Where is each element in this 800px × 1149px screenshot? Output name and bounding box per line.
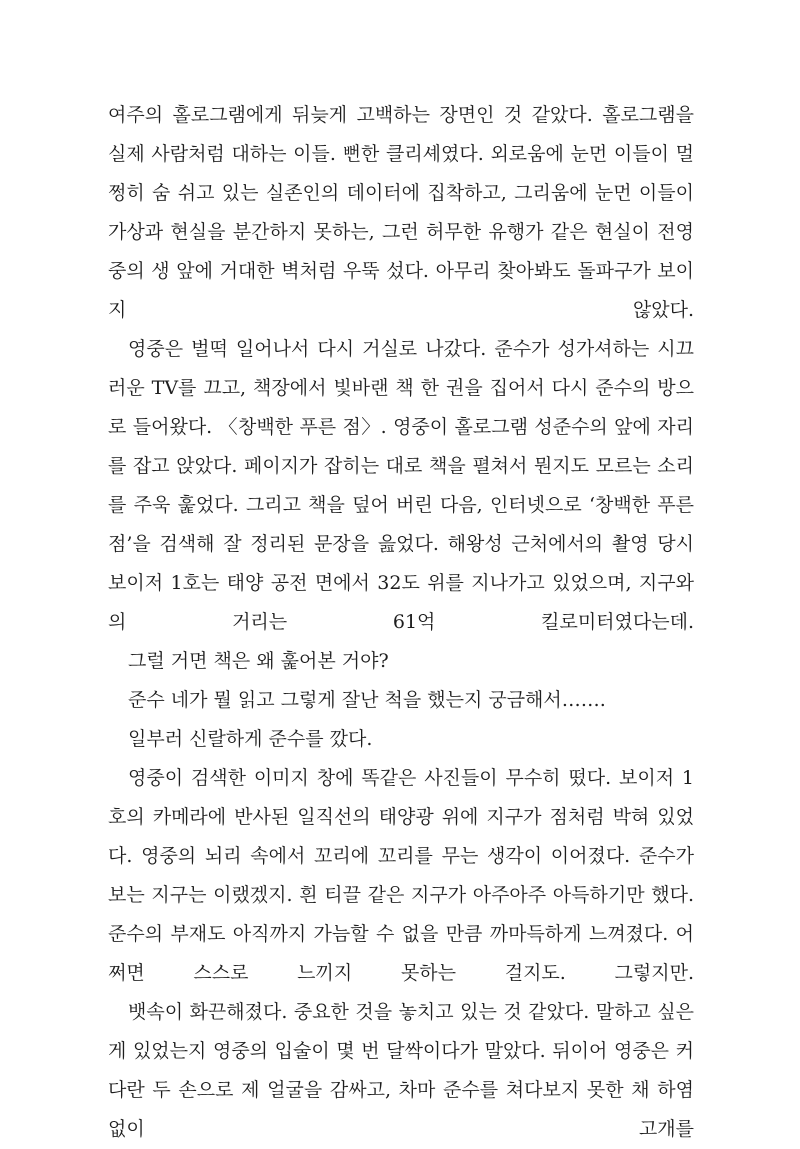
paragraph-4: 준수 네가 뭘 읽고 그렇게 잘난 척을 했는지 궁금해서……. [128, 689, 606, 711]
document-body [108, 96, 694, 1149]
paragraph-3: 그럴 거면 책은 왜 훑어본 거야? [128, 650, 389, 672]
paragraph-7: 뱃속이 화끈해졌다. 중요한 것을 놓치고 있는 것 같았다. 말하고 싶은 게 있었는지 영중의 입술이 몇 번 달싹이다가 말았다. 뒤이어 영중은 커다란 두 손으로 제 얼굴을 감싸고, 차마 준수를 쳐다보지 못한 채 하염없이 고개를 [108, 1001, 694, 1140]
paragraph-5: 일부러 신랄하게 준수를 깠다. [128, 728, 373, 750]
paragraph-6: 영중이 검색한 이미지 창에 똑같은 사진들이 무수히 떴다. 보이저 1호의 카메라에 반사된 일직선의 태양광 위에 지구가 점처럼 박혀 있었다. 영중의 뇌리 속에서 꼬리에 꼬리를 무는 생각이 이어졌다. 준수가 보는 지구는 이랬겠지. 흰 티끌 같은 지구가 아주아주 아득하기만 했다. 준수의 부재도 아직까지 가늠할 수 없을 만큼 까마득하게 느껴졌다. 어쩌면 스스로 느끼지 못하는 걸지도. 그렇지만. [108, 767, 694, 984]
paragraph-2: 영중은 벌떡 일어나서 다시 거실로 나갔다. 준수가 성가셔하는 시끄러운 TV를 끄고, 책장에서 빛바랜 책 한 권을 집어서 다시 준수의 방으로 들어왔다. 〈창백한 푸른 점〉. 영중이 홀로그램 성준수의 앞에 자리를 잡고 앉았다. 페이지가 잡히는 대로 책을 펼쳐서 뭔지도 모르는 소리를 주욱 훑었다. 그리고 책을 덮어 버린 다음, 인터넷으로 ‘창백한 푸른 점’을 검색해 잘 정리된 문장을 읊었다. 해왕성 근처에서의 촬영 당시 보이저 1호는 태양 공전 면에서 32도 위를 지나가고 있었으며, 지구와의 거리는 61억 킬로미터였다는데. [108, 338, 694, 633]
paragraph-1: 여주의 홀로그램에게 뒤늦게 고백하는 장면인 것 같았다. 홀로그램을 실제 사람처럼 대하는 이들. 뻔한 클리셰였다. 외로움에 눈먼 이들이 멀쩡히 숨 쉬고 있는 실존인의 데이터에 집착하고, 그리움에 눈먼 이들이 가상과 현실을 분간하지 못하는, 그런 허무한 유행가 같은 현실이 전영중의 생 앞에 거대한 벽처럼 우뚝 섰다. 아무리 찾아봐도 돌파구가 보이지 않았다. [108, 104, 694, 321]
